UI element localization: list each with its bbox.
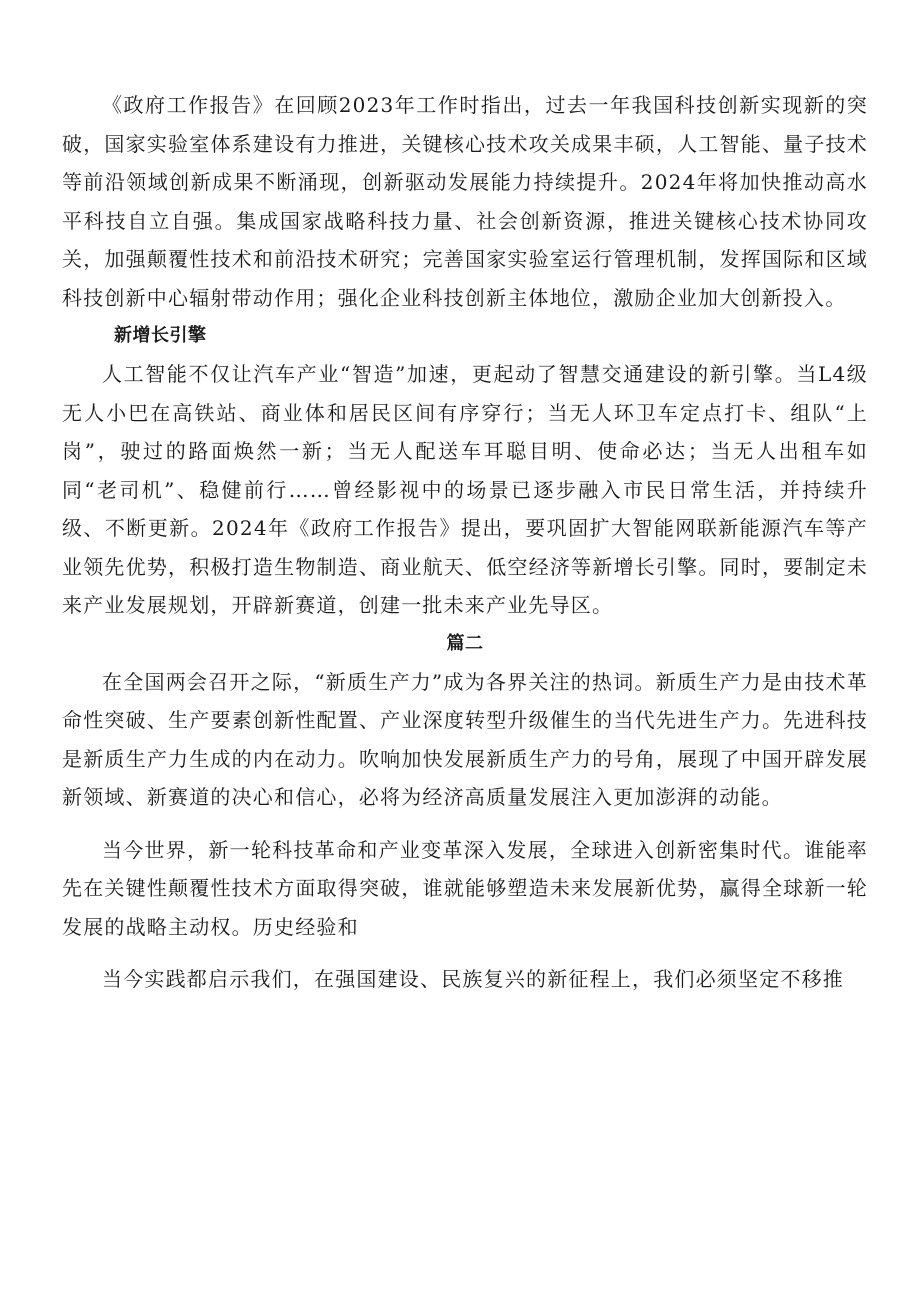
paragraph-government-report: 《政府工作报告》在回顾2023年工作时指出，过去一年我国科技创新实现新的突破，国家实验室体系建设有力推进，关键核心技术攻关成果丰硕，人工智能、量子技术等前沿领域创新成果不断涌现，创新驱动发展能力持续提升。2024年将加快推动高水平科技自立自强。集成国家战略科技力量、社会创新资源，推进关键核心技术协同攻关，加强颠覆性技术和前沿技术研究；完善国家实验室运行管理机制，发挥国际和区域科技创新中心辐射带动作用；强化企业科技创新主体地位，激励企业加大创新投入。	[62, 93, 868, 310]
paragraph-tech-revolution: 当今世界，新一轮科技革命和产业变革深入发展，全球进入创新密集时代。谁能率先在关键性颠覆性技术方面取得突破，谁就能够塑造未来发展新优势，赢得全球新一轮发展的战略主动权。历史经验和	[62, 837, 868, 939]
paragraph-gap	[62, 946, 868, 960]
paragraph-ai-transport: 人工智能不仅让汽车产业“智造”加速，更起动了智慧交通建设的新引擎。当L4级无人小巴在高铁站、商业体和居民区间有序穿行；当无人环卫车定点打卡、组队“上岗”，驶过的路面焕然一新；当无人配送车耳聪目明、使命必达；当无人出租车如同“老司机”、稳健前行……曾经影视中的场景已逐步融入市民日常生活，并持续升级、不断更新。2024年《政府工作报告》提出，要巩固扩大智能网联新能源汽车等产业领先优势，积极打造生物制造、商业航天、低空经济等新增长引擎。同时，要制定未来产业发展规划，开辟新赛道，创建一批未来产业先导区。	[62, 362, 868, 617]
paragraph-gap	[62, 817, 868, 831]
paragraph-practice: 当今实践都启示我们，在强国建设、民族复兴的新征程上，我们必须坚定不移推	[102, 967, 844, 991]
paragraph-new-productivity: 在全国两会召开之际，“新质生产力”成为各界关注的热词。新质生产力是由技术革命性突破、生产要素创新性配置、产业深度转型升级催生的当代先进生产力。先进科技是新质生产力生成的内在动力。吹响加快发展新质生产力的号角，展现了中国开辟发展新领域、新赛道的决心和信心，必将为经济高质量发展注入更加澎湃的动能。	[62, 669, 868, 809]
section-heading-new-growth-engine: 新增长引擎	[114, 325, 207, 346]
section-heading-part-two: 篇二	[446, 632, 484, 654]
document-page	[62, 86, 868, 999]
